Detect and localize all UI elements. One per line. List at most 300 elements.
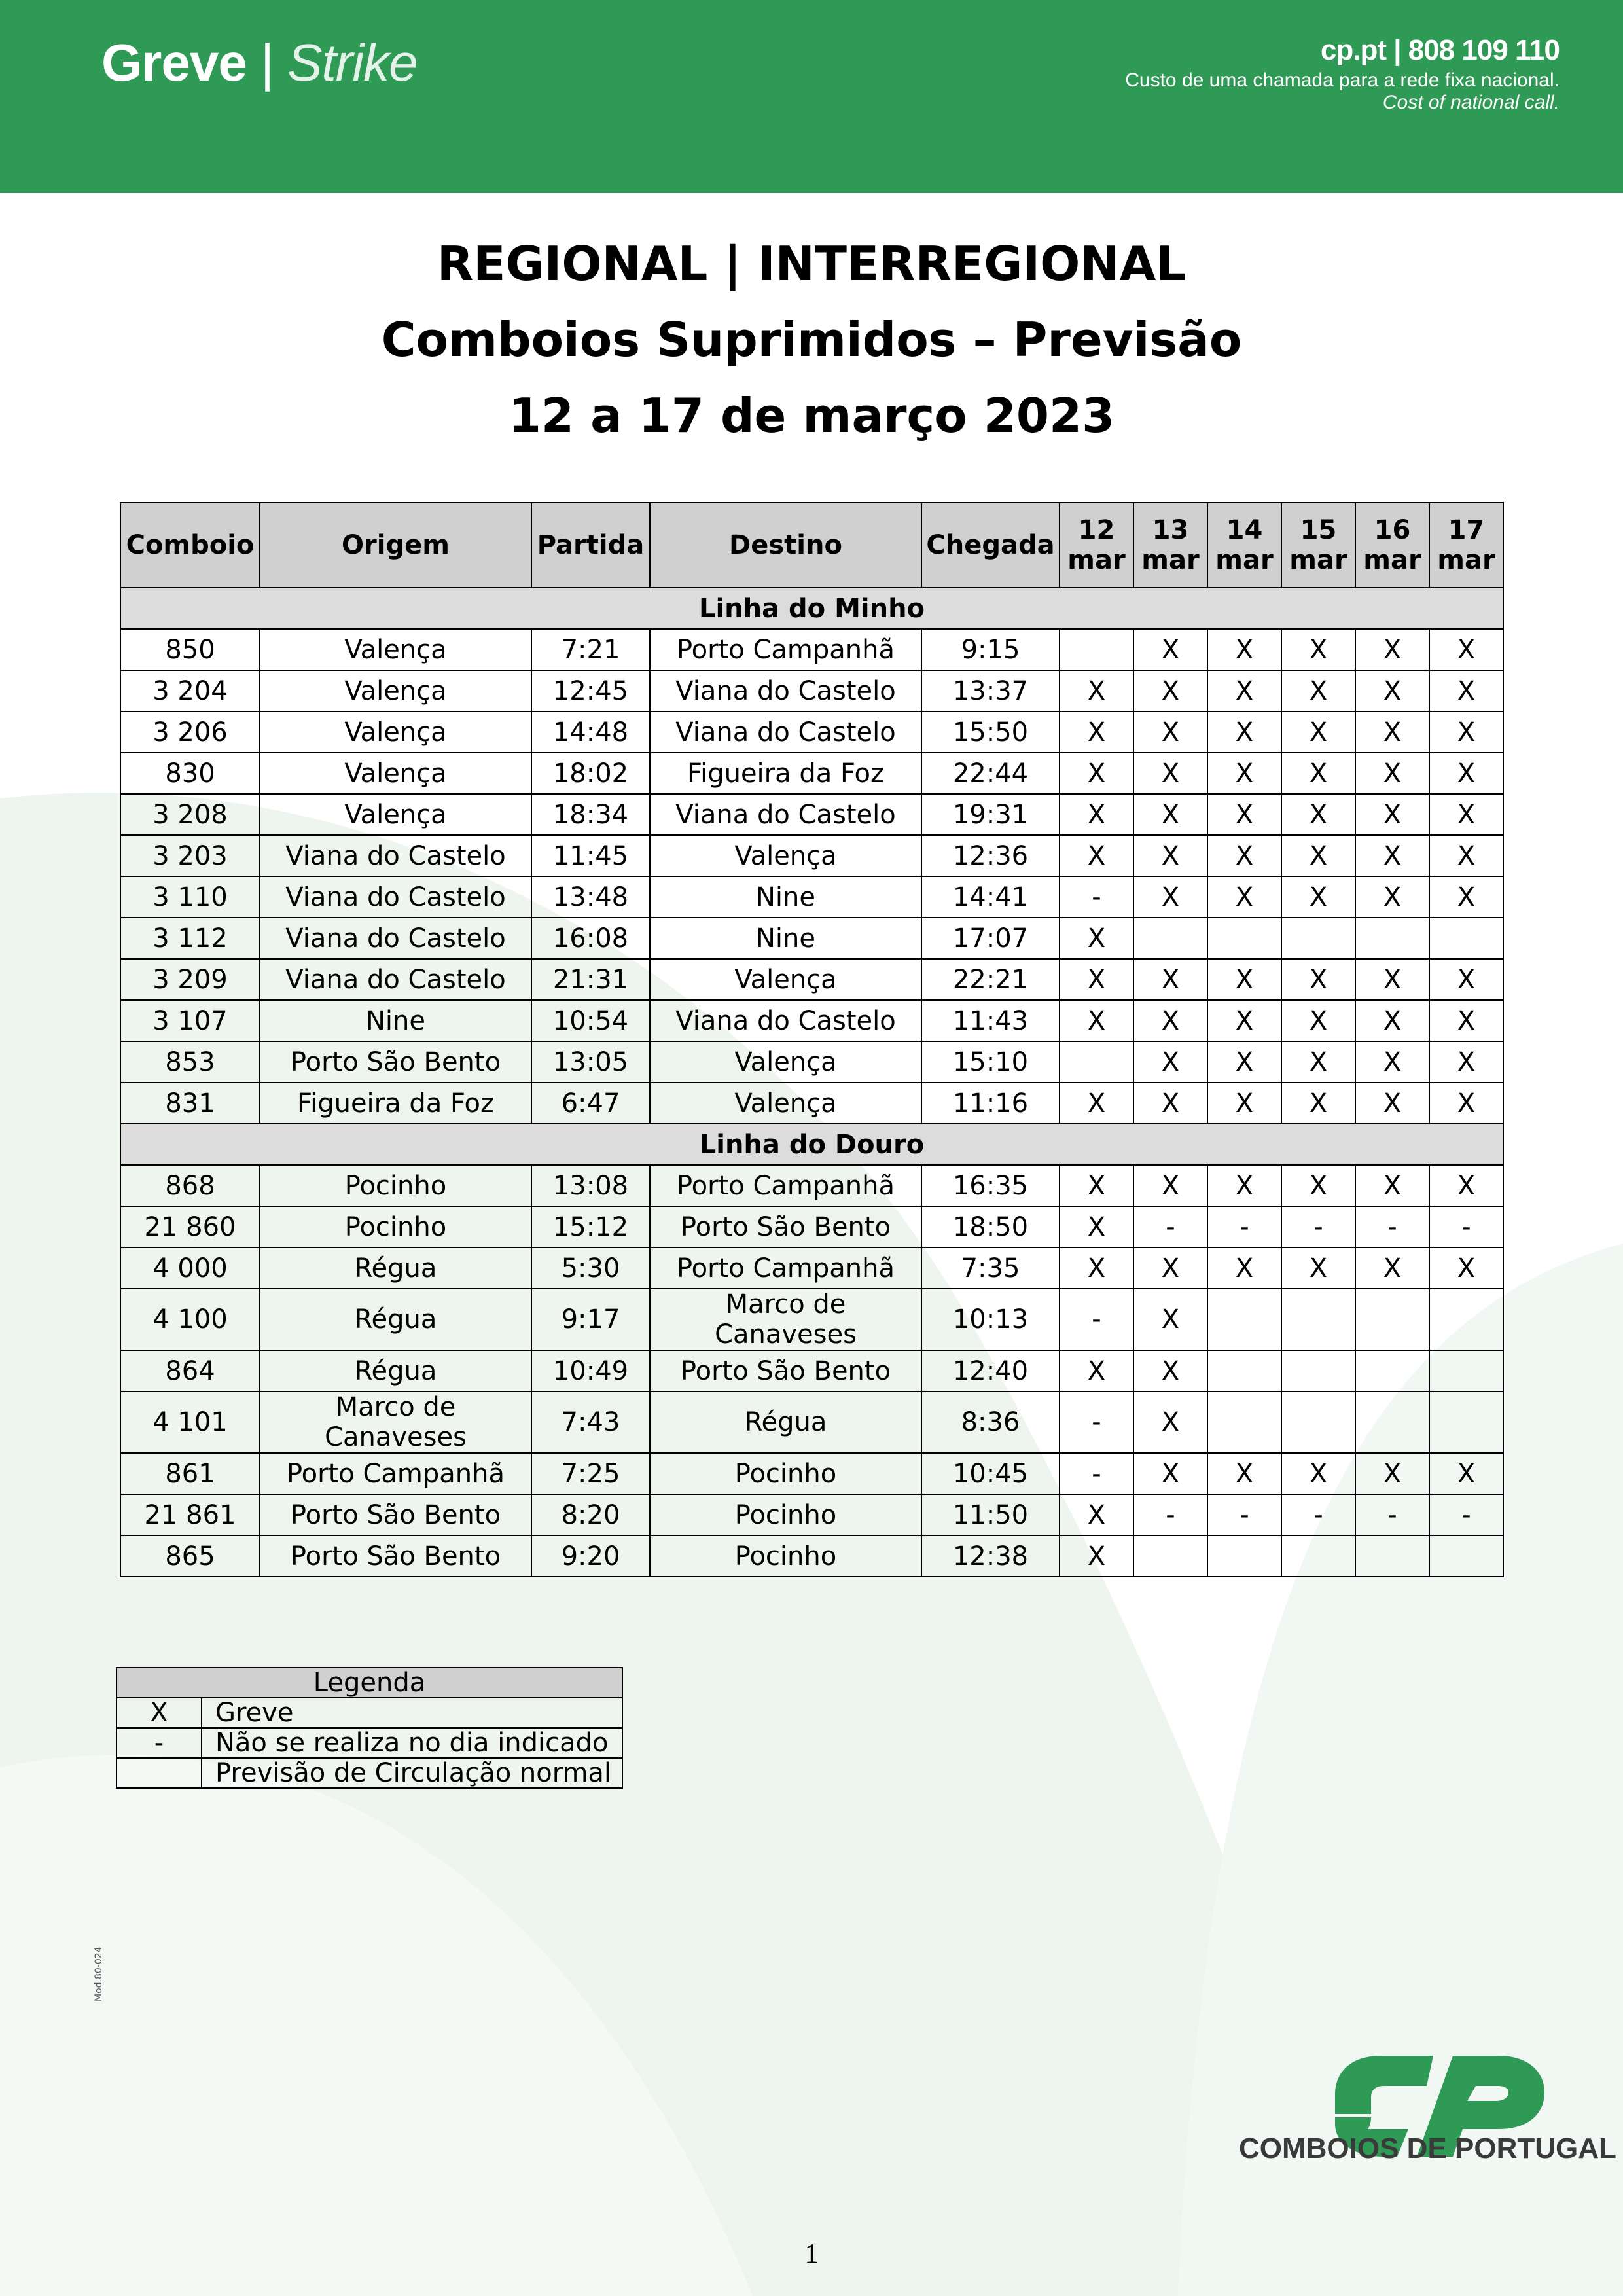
day-12-cell: X	[1060, 1494, 1133, 1535]
col-header-partida: Partida	[531, 503, 650, 588]
col-header-day	[1429, 503, 1503, 588]
title-line-1: REGIONAL | INTERREGIONAL	[437, 236, 1186, 291]
train-number-cell: 3 203	[120, 835, 260, 876]
day-16-cell: X	[1355, 711, 1429, 753]
title-line-2: Comboios Suprimidos – Previsão	[381, 312, 1242, 367]
day-month: mar	[1067, 545, 1126, 575]
day-13-cell: X	[1133, 1083, 1207, 1124]
destination-cell: Régua	[650, 1391, 921, 1453]
departure-cell: 13:48	[531, 876, 650, 918]
train-number-cell: 4 101	[120, 1391, 260, 1453]
legend-symbol	[116, 1758, 202, 1788]
day-13-cell: X	[1133, 670, 1207, 711]
origin-cell: Viana do Castelo	[260, 835, 531, 876]
destination-cell: Marco de Canaveses	[650, 1289, 921, 1350]
arrival-cell: 17:07	[921, 918, 1060, 959]
departure-cell: 8:20	[531, 1494, 650, 1535]
day-17-cell: X	[1429, 753, 1503, 794]
destination-cell: Porto Campanhã	[650, 629, 921, 670]
origin-cell: Porto São Bento	[260, 1494, 531, 1535]
cost-note-pt: Custo de uma chamada para a rede fixa nacional.	[1125, 69, 1560, 91]
train-number-cell: 3 112	[120, 918, 260, 959]
origin-cell: Porto São Bento	[260, 1535, 531, 1577]
day-15-cell: -	[1281, 1494, 1355, 1535]
destination-cell: Nine	[650, 918, 921, 959]
day-15-cell	[1281, 1289, 1355, 1350]
header-banner	[0, 0, 1623, 193]
departure-cell: 13:08	[531, 1165, 650, 1206]
contact-info	[1125, 34, 1560, 114]
table-row	[120, 1535, 1503, 1577]
day-15-cell: X	[1281, 794, 1355, 835]
day-15-cell: X	[1281, 1041, 1355, 1083]
day-13-cell: X	[1133, 629, 1207, 670]
day-15-cell: X	[1281, 1247, 1355, 1289]
table-row	[120, 876, 1503, 918]
arrival-cell: 7:35	[921, 1247, 1060, 1289]
day-13-cell	[1133, 1535, 1207, 1577]
arrival-cell: 10:45	[921, 1453, 1060, 1494]
departure-cell: 13:05	[531, 1041, 650, 1083]
day-14-cell	[1207, 1535, 1281, 1577]
origin-cell: Nine	[260, 1000, 531, 1041]
train-number-cell: 3 110	[120, 876, 260, 918]
table-row	[120, 918, 1503, 959]
day-15-cell	[1281, 1350, 1355, 1391]
day-17-cell: -	[1429, 1494, 1503, 1535]
train-number-cell: 21 860	[120, 1206, 260, 1247]
destination-cell: Pocinho	[650, 1535, 921, 1577]
day-12-cell: X	[1060, 959, 1133, 1000]
col-header-day	[1355, 503, 1429, 588]
day-13-cell: X	[1133, 876, 1207, 918]
day-16-cell	[1355, 1289, 1429, 1350]
day-month: mar	[1363, 545, 1421, 575]
destination-cell: Porto São Bento	[650, 1350, 921, 1391]
arrival-cell: 19:31	[921, 794, 1060, 835]
train-number-cell: 3 209	[120, 959, 260, 1000]
day-15-cell: X	[1281, 1000, 1355, 1041]
day-13-cell: X	[1133, 835, 1207, 876]
train-number-cell: 3 208	[120, 794, 260, 835]
departure-cell: 16:08	[531, 918, 650, 959]
day-15-cell: X	[1281, 835, 1355, 876]
train-number-cell: 3 206	[120, 711, 260, 753]
day-13-cell: X	[1133, 1350, 1207, 1391]
day-12-cell: X	[1060, 1083, 1133, 1124]
day-17-cell: X	[1429, 876, 1503, 918]
trains-table-body	[120, 588, 1503, 1577]
day-15-cell: X	[1281, 711, 1355, 753]
day-16-cell: X	[1355, 876, 1429, 918]
section-title: Linha do Douro	[120, 1124, 1503, 1165]
train-number-cell: 21 861	[120, 1494, 260, 1535]
train-number-cell: 830	[120, 753, 260, 794]
day-16-cell	[1355, 918, 1429, 959]
cost-note-en: Cost of national call.	[1382, 92, 1560, 113]
destination-cell: Porto Campanhã	[650, 1247, 921, 1289]
day-15-cell: X	[1281, 670, 1355, 711]
legend-row	[116, 1698, 622, 1728]
day-16-cell: X	[1355, 835, 1429, 876]
origin-cell: Régua	[260, 1247, 531, 1289]
day-14-cell: X	[1207, 629, 1281, 670]
day-15-cell: X	[1281, 876, 1355, 918]
day-month: mar	[1215, 545, 1274, 575]
table-row	[120, 835, 1503, 876]
day-12-cell: X	[1060, 1000, 1133, 1041]
table-row	[120, 1289, 1503, 1350]
day-12-cell	[1060, 1041, 1133, 1083]
day-month: mar	[1141, 545, 1200, 575]
train-number-cell: 4 100	[120, 1289, 260, 1350]
departure-cell: 7:25	[531, 1453, 650, 1494]
form-code: Mod.80-024	[94, 1946, 104, 2001]
day-12-cell: X	[1060, 670, 1133, 711]
day-14-cell: -	[1207, 1494, 1281, 1535]
arrival-cell: 13:37	[921, 670, 1060, 711]
day-17-cell	[1429, 918, 1503, 959]
origin-cell: Marco de Canaveses	[260, 1391, 531, 1453]
arrival-cell: 10:13	[921, 1289, 1060, 1350]
day-17-cell: X	[1429, 835, 1503, 876]
day-13-cell: X	[1133, 1289, 1207, 1350]
day-16-cell	[1355, 1350, 1429, 1391]
day-17-cell: X	[1429, 1041, 1503, 1083]
day-15-cell	[1281, 918, 1355, 959]
day-13-cell: X	[1133, 1391, 1207, 1453]
day-16-cell: -	[1355, 1494, 1429, 1535]
destination-cell: Valença	[650, 835, 921, 876]
day-13-cell: X	[1133, 1165, 1207, 1206]
departure-cell: 11:45	[531, 835, 650, 876]
table-row	[120, 794, 1503, 835]
day-14-cell: X	[1207, 711, 1281, 753]
day-12-cell: X	[1060, 918, 1133, 959]
day-17-cell: -	[1429, 1206, 1503, 1247]
day-14-cell: X	[1207, 876, 1281, 918]
day-14-cell: X	[1207, 1000, 1281, 1041]
day-14-cell: X	[1207, 1083, 1281, 1124]
destination-cell: Viana do Castelo	[650, 1000, 921, 1041]
day-13-cell: X	[1133, 753, 1207, 794]
legend-text: Greve	[202, 1698, 622, 1728]
table-row	[120, 1000, 1503, 1041]
day-15-cell: X	[1281, 753, 1355, 794]
destination-cell: Porto Campanhã	[650, 1165, 921, 1206]
departure-cell: 18:02	[531, 753, 650, 794]
table-row	[120, 1083, 1503, 1124]
brand-logo	[101, 33, 418, 93]
day-16-cell: X	[1355, 1083, 1429, 1124]
day-17-cell	[1429, 1535, 1503, 1577]
origin-cell: Viana do Castelo	[260, 959, 531, 1000]
day-17-cell	[1429, 1350, 1503, 1391]
section-row	[120, 588, 1503, 629]
day-12-cell: X	[1060, 794, 1133, 835]
departure-cell: 14:48	[531, 711, 650, 753]
day-number: 14	[1226, 515, 1263, 545]
day-16-cell: X	[1355, 1247, 1429, 1289]
departure-cell: 9:20	[531, 1535, 650, 1577]
title-line-3: 12 a 17 de março 2023	[508, 388, 1115, 443]
destination-cell: Porto São Bento	[650, 1206, 921, 1247]
day-12-cell: X	[1060, 1350, 1133, 1391]
day-17-cell: X	[1429, 629, 1503, 670]
day-12-cell: X	[1060, 753, 1133, 794]
day-14-cell: X	[1207, 753, 1281, 794]
table-row	[120, 959, 1503, 1000]
origin-cell: Valença	[260, 794, 531, 835]
day-16-cell: X	[1355, 1041, 1429, 1083]
section-row	[120, 1124, 1503, 1165]
day-15-cell: X	[1281, 1083, 1355, 1124]
day-16-cell: -	[1355, 1206, 1429, 1247]
day-16-cell: X	[1355, 670, 1429, 711]
day-13-cell: X	[1133, 1247, 1207, 1289]
table-row	[120, 1206, 1503, 1247]
arrival-cell: 11:16	[921, 1083, 1060, 1124]
day-17-cell: X	[1429, 1165, 1503, 1206]
arrival-cell: 22:21	[921, 959, 1060, 1000]
legend-text: Não se realiza no dia indicado	[202, 1728, 622, 1758]
departure-cell: 15:12	[531, 1206, 650, 1247]
day-14-cell: X	[1207, 835, 1281, 876]
col-header-destino: Destino	[650, 503, 921, 588]
train-number-cell: 864	[120, 1350, 260, 1391]
day-16-cell: X	[1355, 629, 1429, 670]
arrival-cell: 16:35	[921, 1165, 1060, 1206]
day-14-cell: X	[1207, 794, 1281, 835]
destination-cell: Pocinho	[650, 1453, 921, 1494]
day-14-cell	[1207, 918, 1281, 959]
train-number-cell: 3 204	[120, 670, 260, 711]
day-15-cell: X	[1281, 1165, 1355, 1206]
train-number-cell: 853	[120, 1041, 260, 1083]
arrival-cell: 12:36	[921, 835, 1060, 876]
day-17-cell	[1429, 1391, 1503, 1453]
day-16-cell: X	[1355, 1000, 1429, 1041]
day-number: 17	[1448, 515, 1485, 545]
day-14-cell	[1207, 1391, 1281, 1453]
destination-cell: Pocinho	[650, 1494, 921, 1535]
departure-cell: 12:45	[531, 670, 650, 711]
arrival-cell: 14:41	[921, 876, 1060, 918]
col-header-day	[1281, 503, 1355, 588]
table-row	[120, 753, 1503, 794]
day-13-cell: X	[1133, 711, 1207, 753]
departure-cell: 18:34	[531, 794, 650, 835]
day-13-cell: X	[1133, 1041, 1207, 1083]
table-row	[120, 1494, 1503, 1535]
legend-text: Previsão de Circulação normal	[202, 1758, 622, 1788]
day-13-cell	[1133, 918, 1207, 959]
day-16-cell: X	[1355, 753, 1429, 794]
day-13-cell: X	[1133, 794, 1207, 835]
origin-cell: Porto São Bento	[260, 1041, 531, 1083]
logo-text: COMBOIOS DE PORTUGAL	[1239, 2132, 1616, 2164]
origin-cell: Valença	[260, 711, 531, 753]
day-12-cell: -	[1060, 1391, 1133, 1453]
day-17-cell: X	[1429, 1000, 1503, 1041]
day-12-cell	[1060, 629, 1133, 670]
col-header-day	[1133, 503, 1207, 588]
destination-cell: Viana do Castelo	[650, 670, 921, 711]
origin-cell: Valença	[260, 753, 531, 794]
day-16-cell	[1355, 1391, 1429, 1453]
day-12-cell: X	[1060, 1247, 1133, 1289]
day-month: mar	[1289, 545, 1347, 575]
arrival-cell: 11:43	[921, 1000, 1060, 1041]
day-number: 16	[1374, 515, 1411, 545]
day-12-cell: X	[1060, 835, 1133, 876]
table-row	[120, 629, 1503, 670]
day-17-cell: X	[1429, 1083, 1503, 1124]
day-14-cell: X	[1207, 1247, 1281, 1289]
arrival-cell: 8:36	[921, 1391, 1060, 1453]
train-number-cell: 3 107	[120, 1000, 260, 1041]
day-12-cell: X	[1060, 1206, 1133, 1247]
page-number: 1	[804, 2239, 819, 2269]
day-17-cell: X	[1429, 1453, 1503, 1494]
destination-cell: Viana do Castelo	[650, 711, 921, 753]
destination-cell: Valença	[650, 959, 921, 1000]
table-row	[120, 711, 1503, 753]
day-12-cell: -	[1060, 1289, 1133, 1350]
arrival-cell: 15:50	[921, 711, 1060, 753]
day-13-cell: X	[1133, 959, 1207, 1000]
table-row	[120, 1165, 1503, 1206]
table-row	[120, 1041, 1503, 1083]
arrival-cell: 18:50	[921, 1206, 1060, 1247]
destination-cell: Viana do Castelo	[650, 794, 921, 835]
day-17-cell: X	[1429, 959, 1503, 1000]
train-number-cell: 831	[120, 1083, 260, 1124]
origin-cell: Pocinho	[260, 1206, 531, 1247]
origin-cell: Valença	[260, 670, 531, 711]
day-14-cell: X	[1207, 1165, 1281, 1206]
table-row	[120, 670, 1503, 711]
day-14-cell: X	[1207, 1041, 1281, 1083]
legend-symbol: X	[116, 1698, 202, 1728]
arrival-cell: 12:40	[921, 1350, 1060, 1391]
legend-table	[116, 1667, 623, 1789]
day-17-cell: X	[1429, 794, 1503, 835]
origin-cell: Porto Campanhã	[260, 1453, 531, 1494]
legend-row	[116, 1758, 622, 1788]
destination-cell: Valença	[650, 1083, 921, 1124]
train-number-cell: 850	[120, 629, 260, 670]
table-row	[120, 1247, 1503, 1289]
train-number-cell: 861	[120, 1453, 260, 1494]
day-13-cell: -	[1133, 1494, 1207, 1535]
day-13-cell: X	[1133, 1000, 1207, 1041]
table-row	[120, 1350, 1503, 1391]
departure-cell: 7:43	[531, 1391, 650, 1453]
day-17-cell: X	[1429, 711, 1503, 753]
day-15-cell: X	[1281, 1453, 1355, 1494]
day-15-cell	[1281, 1535, 1355, 1577]
day-12-cell: -	[1060, 876, 1133, 918]
day-14-cell: -	[1207, 1206, 1281, 1247]
day-12-cell: X	[1060, 1535, 1133, 1577]
arrival-cell: 11:50	[921, 1494, 1060, 1535]
day-14-cell: X	[1207, 1453, 1281, 1494]
col-header-comboio: Comboio	[120, 503, 260, 588]
train-number-cell: 865	[120, 1535, 260, 1577]
legend-symbol: -	[116, 1728, 202, 1758]
train-number-cell: 868	[120, 1165, 260, 1206]
origin-cell: Pocinho	[260, 1165, 531, 1206]
train-number-cell: 4 000	[120, 1247, 260, 1289]
origin-cell: Régua	[260, 1289, 531, 1350]
day-15-cell	[1281, 1391, 1355, 1453]
day-number: 15	[1300, 515, 1337, 545]
col-header-day	[1207, 503, 1281, 588]
table-row	[120, 1391, 1503, 1453]
day-12-cell: -	[1060, 1453, 1133, 1494]
table-row	[120, 1453, 1503, 1494]
day-16-cell	[1355, 1535, 1429, 1577]
origin-cell: Viana do Castelo	[260, 876, 531, 918]
day-14-cell	[1207, 1289, 1281, 1350]
day-16-cell: X	[1355, 959, 1429, 1000]
section-title: Linha do Minho	[120, 588, 1503, 629]
origin-cell: Viana do Castelo	[260, 918, 531, 959]
legend-row	[116, 1728, 622, 1758]
arrival-cell: 15:10	[921, 1041, 1060, 1083]
day-15-cell: X	[1281, 629, 1355, 670]
day-number: 13	[1152, 515, 1189, 545]
day-number: 12	[1078, 515, 1115, 545]
origin-cell: Figueira da Foz	[260, 1083, 531, 1124]
day-15-cell: -	[1281, 1206, 1355, 1247]
departure-cell: 6:47	[531, 1083, 650, 1124]
document-title	[0, 226, 1623, 454]
day-16-cell: X	[1355, 794, 1429, 835]
arrival-cell: 22:44	[921, 753, 1060, 794]
day-17-cell: X	[1429, 1247, 1503, 1289]
departure-cell: 7:21	[531, 629, 650, 670]
day-14-cell: X	[1207, 670, 1281, 711]
day-17-cell	[1429, 1289, 1503, 1350]
day-12-cell: X	[1060, 711, 1133, 753]
day-17-cell: X	[1429, 670, 1503, 711]
brand-separator: |	[260, 33, 274, 92]
destination-cell: Valença	[650, 1041, 921, 1083]
day-12-cell: X	[1060, 1165, 1133, 1206]
table-header-row	[120, 503, 1503, 588]
departure-cell: 9:17	[531, 1289, 650, 1350]
day-14-cell: X	[1207, 959, 1281, 1000]
day-15-cell: X	[1281, 959, 1355, 1000]
origin-cell: Régua	[260, 1350, 531, 1391]
day-13-cell: X	[1133, 1453, 1207, 1494]
day-14-cell	[1207, 1350, 1281, 1391]
brand-strike: Strike	[287, 33, 418, 92]
day-16-cell: X	[1355, 1165, 1429, 1206]
day-16-cell: X	[1355, 1453, 1429, 1494]
departure-cell: 5:30	[531, 1247, 650, 1289]
arrival-cell: 12:38	[921, 1535, 1060, 1577]
contact-line: cp.pt | 808 109 110	[1320, 34, 1560, 66]
arrival-cell: 9:15	[921, 629, 1060, 670]
departure-cell: 10:54	[531, 1000, 650, 1041]
departure-cell: 10:49	[531, 1350, 650, 1391]
legend-title: Legenda	[116, 1668, 622, 1698]
destination-cell: Nine	[650, 876, 921, 918]
col-header-origem: Origem	[260, 503, 531, 588]
